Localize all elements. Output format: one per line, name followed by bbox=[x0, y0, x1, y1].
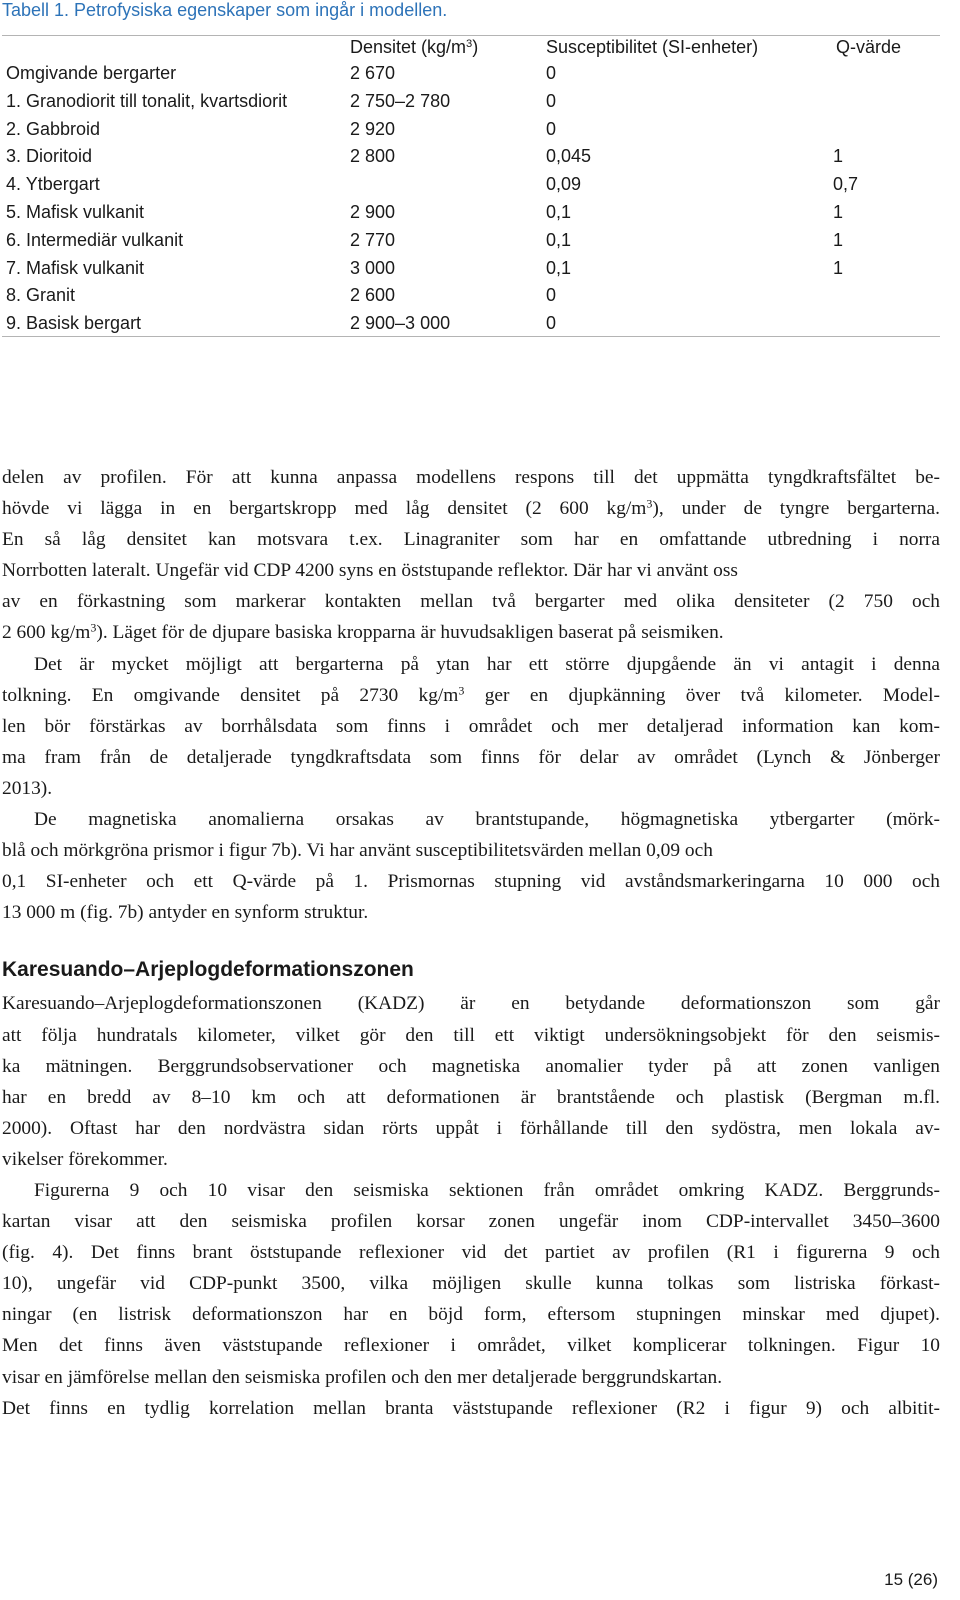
cell-name: 5. Mafisk vulkanit bbox=[6, 201, 145, 222]
cell-name: 9. Basisk bergart bbox=[6, 313, 142, 334]
cell-q: 1 bbox=[833, 229, 844, 250]
page-number: 15 (26) bbox=[884, 1570, 938, 1589]
paragraph: Figurerna 9 och 10 visar den seismiska sektionen från området omkring KADZ. Berggrunds- kartan visar att den seismiska profilen korsar zonen ungefär inom CDP-intervallet 3450–3600 (fig. 4). Det finns brant öststupande reflexioner vid det partiet av profilen (R1 i figurerna 9 och 10), ungefär vid CDP-punkt 3500, vilka möjligen skulle kunna tolkas som listriska förkast- ningar (en listrisk deformationszon har en böjd form, eftersom stupningen minskar med djupet). Men det finns även väststupande reflexioner i området, vilket komplicerar tolkningen. Figur 10 visar en jämförelse mellan den seismiska profilen och den mer detaljerade berggrundskartan. Det finns en tydlig korrelation mellan branta väststupande reflexioner (R2 i figur 9) och albitit- bbox=[2, 1179, 940, 1419]
cell-density: 2 800 bbox=[350, 146, 396, 167]
cell-q: 1 bbox=[833, 201, 844, 222]
cell-name: 8. Granit bbox=[6, 285, 76, 306]
cell-susceptibility: 0,09 bbox=[546, 174, 582, 195]
cell-q: 1 bbox=[833, 146, 844, 167]
section-gap bbox=[2, 928, 940, 952]
table-row bbox=[0, 171, 940, 199]
cell-density: 2 770 bbox=[350, 229, 396, 250]
cell-density: 2 670 bbox=[350, 63, 396, 83]
cell-susceptibility: 0,045 bbox=[546, 146, 592, 167]
cell-name: 2. Gabbroid bbox=[6, 118, 101, 139]
section-heading: Karesuando–Arjeplogdeformationszonen bbox=[2, 958, 414, 982]
table-row bbox=[0, 310, 940, 338]
cell-name: Omgivande bergarter bbox=[6, 63, 177, 83]
table-row bbox=[0, 227, 940, 255]
cell-density: 2 900 bbox=[350, 201, 396, 222]
petrophysics-table bbox=[0, 34, 940, 338]
cell-q: 0,7 bbox=[833, 174, 859, 195]
cell-susceptibility: 0 bbox=[546, 90, 557, 111]
cell-name: 4. Ytbergart bbox=[6, 174, 100, 195]
table-caption: Tabell 1. Petrofysiska egenskaper som ingår i modellen. bbox=[2, 0, 448, 20]
cell-density: 3 000 bbox=[350, 257, 396, 278]
cell-susceptibility: 0 bbox=[546, 63, 557, 83]
cell-name: 3. Dioritoid bbox=[6, 146, 93, 167]
cell-name: 1. Granodiorit till tonalit, kvartsdiorit bbox=[6, 90, 288, 111]
cell-density: 2 750–2 780 bbox=[350, 90, 451, 111]
table-row bbox=[0, 282, 940, 310]
table-row bbox=[0, 116, 940, 144]
header-density: Densitet $(kg/m^3)$ bbox=[350, 37, 479, 57]
cell-name: 7. Mafisk vulkanit bbox=[6, 257, 145, 278]
header-q-value: Q-värde bbox=[836, 37, 902, 57]
cell-density: 2 920 bbox=[350, 118, 396, 139]
paragraph: De magnetiska anomalierna orsakas av brantstupande, högmagnetiska ytbergarter (mörk- blå och mörkgröna prismor i figur 7b). Vi har använt susceptibilitetsvärden mellan 0,09 och 0,1 SI-enheter och ett Q-värde på 1. Prismornas stupning vid avståndsmarkeringarna 10 000 och 13 000 m (fig. 7b) antyder en synform struktur. bbox=[2, 809, 940, 924]
table-row bbox=[0, 88, 940, 116]
cell-susceptibility: 0,1 bbox=[546, 257, 572, 278]
table-row bbox=[0, 60, 940, 88]
paragraph: delen av profilen. För att kunna anpassa modellens respons till det uppmätta tyngdkraftsfältet be- hövde vi lägga in en bergartskropp med låg densitet (2 600 $kg/m^3$), under de tyngre bergarterna. En så låg densitet kan motsvara t.ex. Linagraniter som har en omfattande utbredning i norra Norrbotten lateralt. Ungefär vid CDP 4200 syns en öststupande reflektor. Där har vi använt oss av en förkastning som markerar kontakten mellan två bergarter med olika densiteter (2 750 och 2 600 $kg/m^3$). Läget för de djupare basiska kropparna är huvudsakligen baserat på seismiken. bbox=[2, 467, 940, 644]
cell-q: 1 bbox=[833, 257, 844, 278]
table-row bbox=[0, 199, 940, 227]
cell-susceptibility: 0 bbox=[546, 285, 557, 306]
header-susceptibility: Susceptibilitet (SI-enheter) bbox=[546, 37, 759, 57]
cell-name: 6. Intermediär vulkanit bbox=[6, 229, 184, 250]
body-text bbox=[2, 462, 940, 1424]
cell-susceptibility: 0 bbox=[546, 313, 557, 334]
table-row bbox=[0, 143, 940, 171]
paragraph: Karesuando–Arjeplogdeformationszonen (KADZ) är en betydande deformationszon som går att följa hundratals kilometer, vilket gör den till ett viktigt undersökningsobjekt för den seismis- ka mätningen. Berggrundsobservationer och magnetiska anomalier tyder på att zonen vanligen har en bredd av 8–10 km och att deformationen är brantstående och plastisk (Bergman m.fl. 2000). Oftast har den nordvästra sidan rörts uppåt i förhållande till den sydöstra, men lokala av- vikelser förekommer. bbox=[2, 993, 940, 1170]
cell-susceptibility: 0,1 bbox=[546, 229, 572, 250]
table-bottom-rule bbox=[2, 336, 940, 337]
cell-density: 2 900–3 000 bbox=[350, 313, 451, 334]
table-header-row bbox=[0, 34, 940, 60]
cell-density: 2 600 bbox=[350, 285, 396, 306]
table-row bbox=[0, 255, 940, 283]
cell-susceptibility: 0,1 bbox=[546, 201, 572, 222]
cell-susceptibility: 0 bbox=[546, 118, 557, 139]
paragraph: Det är mycket möjligt att bergarterna på ytan har ett större djupgående än vi antagit i denna tolkning. En omgivande densitet på 2730 $kg/m^3$ ger en djupkänning över två kilometer. Model- len bör förstärkas av borrhålsdata som finns i området och mer detaljerad information kan kom- ma fram från de detaljerade tyngdkraftsdata som finns för delar av området (Lynch & Jönberger 2013). bbox=[2, 653, 940, 799]
